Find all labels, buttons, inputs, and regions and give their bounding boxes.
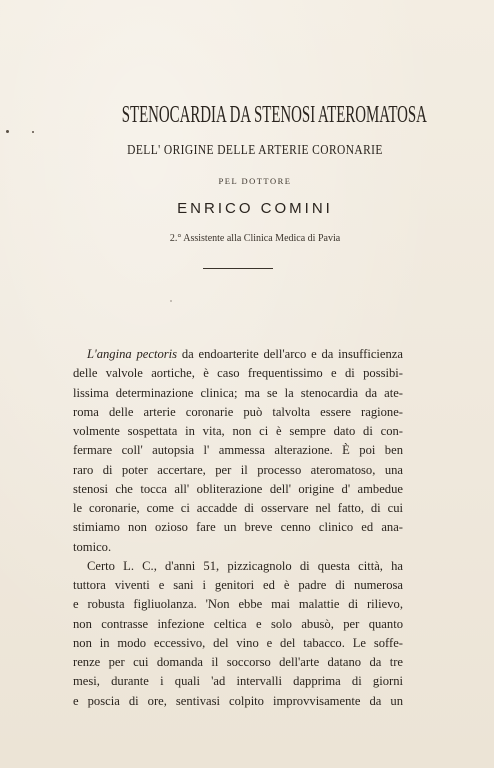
paragraph-line: non contrasse infezione celtica e solo abusò, per quanto: [73, 616, 403, 631]
article-subtitle: DELL' ORIGINE DELLE ARTERIE CORONARIE: [127, 143, 383, 158]
paragraph-line: tomico.: [73, 539, 112, 554]
paper-speck: [170, 300, 172, 302]
paragraph-line: non in modo eccessivo, del vino e del tabacco. Le soffe-: [73, 635, 403, 650]
paragraph-line: roma delle arterie coronarie può talvolta essere ragione-: [73, 404, 403, 419]
paragraph-line: renze per cui domanda il soccorso dell'arte datano da tre: [73, 655, 403, 669]
paragraph-line: fermare coll' autopsia l' ammessa alterazione. È poi ben: [73, 443, 403, 458]
author-affiliation: 2.° Assistente alla Clinica Medica di Pavia: [169, 233, 341, 244]
italic-phrase: L'angina pectoris: [87, 347, 178, 361]
paragraph-line: [73, 345, 403, 364]
author-name: ENRICO COMINI: [177, 200, 333, 217]
paragraph-line: volmente sospettata in vita, non ci è sempre dato di con-: [73, 424, 403, 438]
paragraph-line: lissima determinazione clinica; ma se la stenocardia da ate-: [73, 385, 403, 400]
divider-rule: [203, 268, 273, 269]
paragraph-line: e poscia di ore, sentivasi colpito improvvisamente da un: [73, 693, 403, 708]
paragraph-line: le coronarie, come ci accadde di osservare nel fatto, di cui: [73, 501, 403, 515]
paragraph-line: mesi, durante i quali 'ad intervalli dapprima di giorni: [73, 674, 403, 689]
article-body: [73, 345, 403, 711]
paragraph-line: tuttora viventi e sani i genitori ed è padre di numerosa: [73, 578, 403, 592]
paper-speck: [32, 131, 34, 133]
line-text: da endoarterite dell'arco e da insufficienza: [177, 347, 403, 361]
paper-speck: [6, 130, 9, 133]
paragraph-line: raro di poter accertare, per il processo ateromatoso, una: [73, 462, 403, 477]
paragraph-line: e robusta figliuolanza. 'Non ebbe mai malattie di rilievo,: [73, 597, 403, 612]
paragraph-line: stenosi che tocca all' obliterazione dell' origine d' ambedue: [73, 481, 403, 496]
byline: PEL DOTTORE: [218, 176, 292, 186]
paragraph-line: Certo L. C., d'anni 51, pizzicagnolo di questa città, ha: [87, 558, 403, 573]
paragraph-line: delle valvole aortiche, è caso frequentissimo e di possibi-: [73, 366, 403, 381]
paragraph-line: stimiamo non ozioso fare un breve cenno clinico ed ana-: [73, 520, 403, 535]
article-title: STENOCARDIA DA STENOSI ATEROMATOSA: [121, 102, 427, 128]
